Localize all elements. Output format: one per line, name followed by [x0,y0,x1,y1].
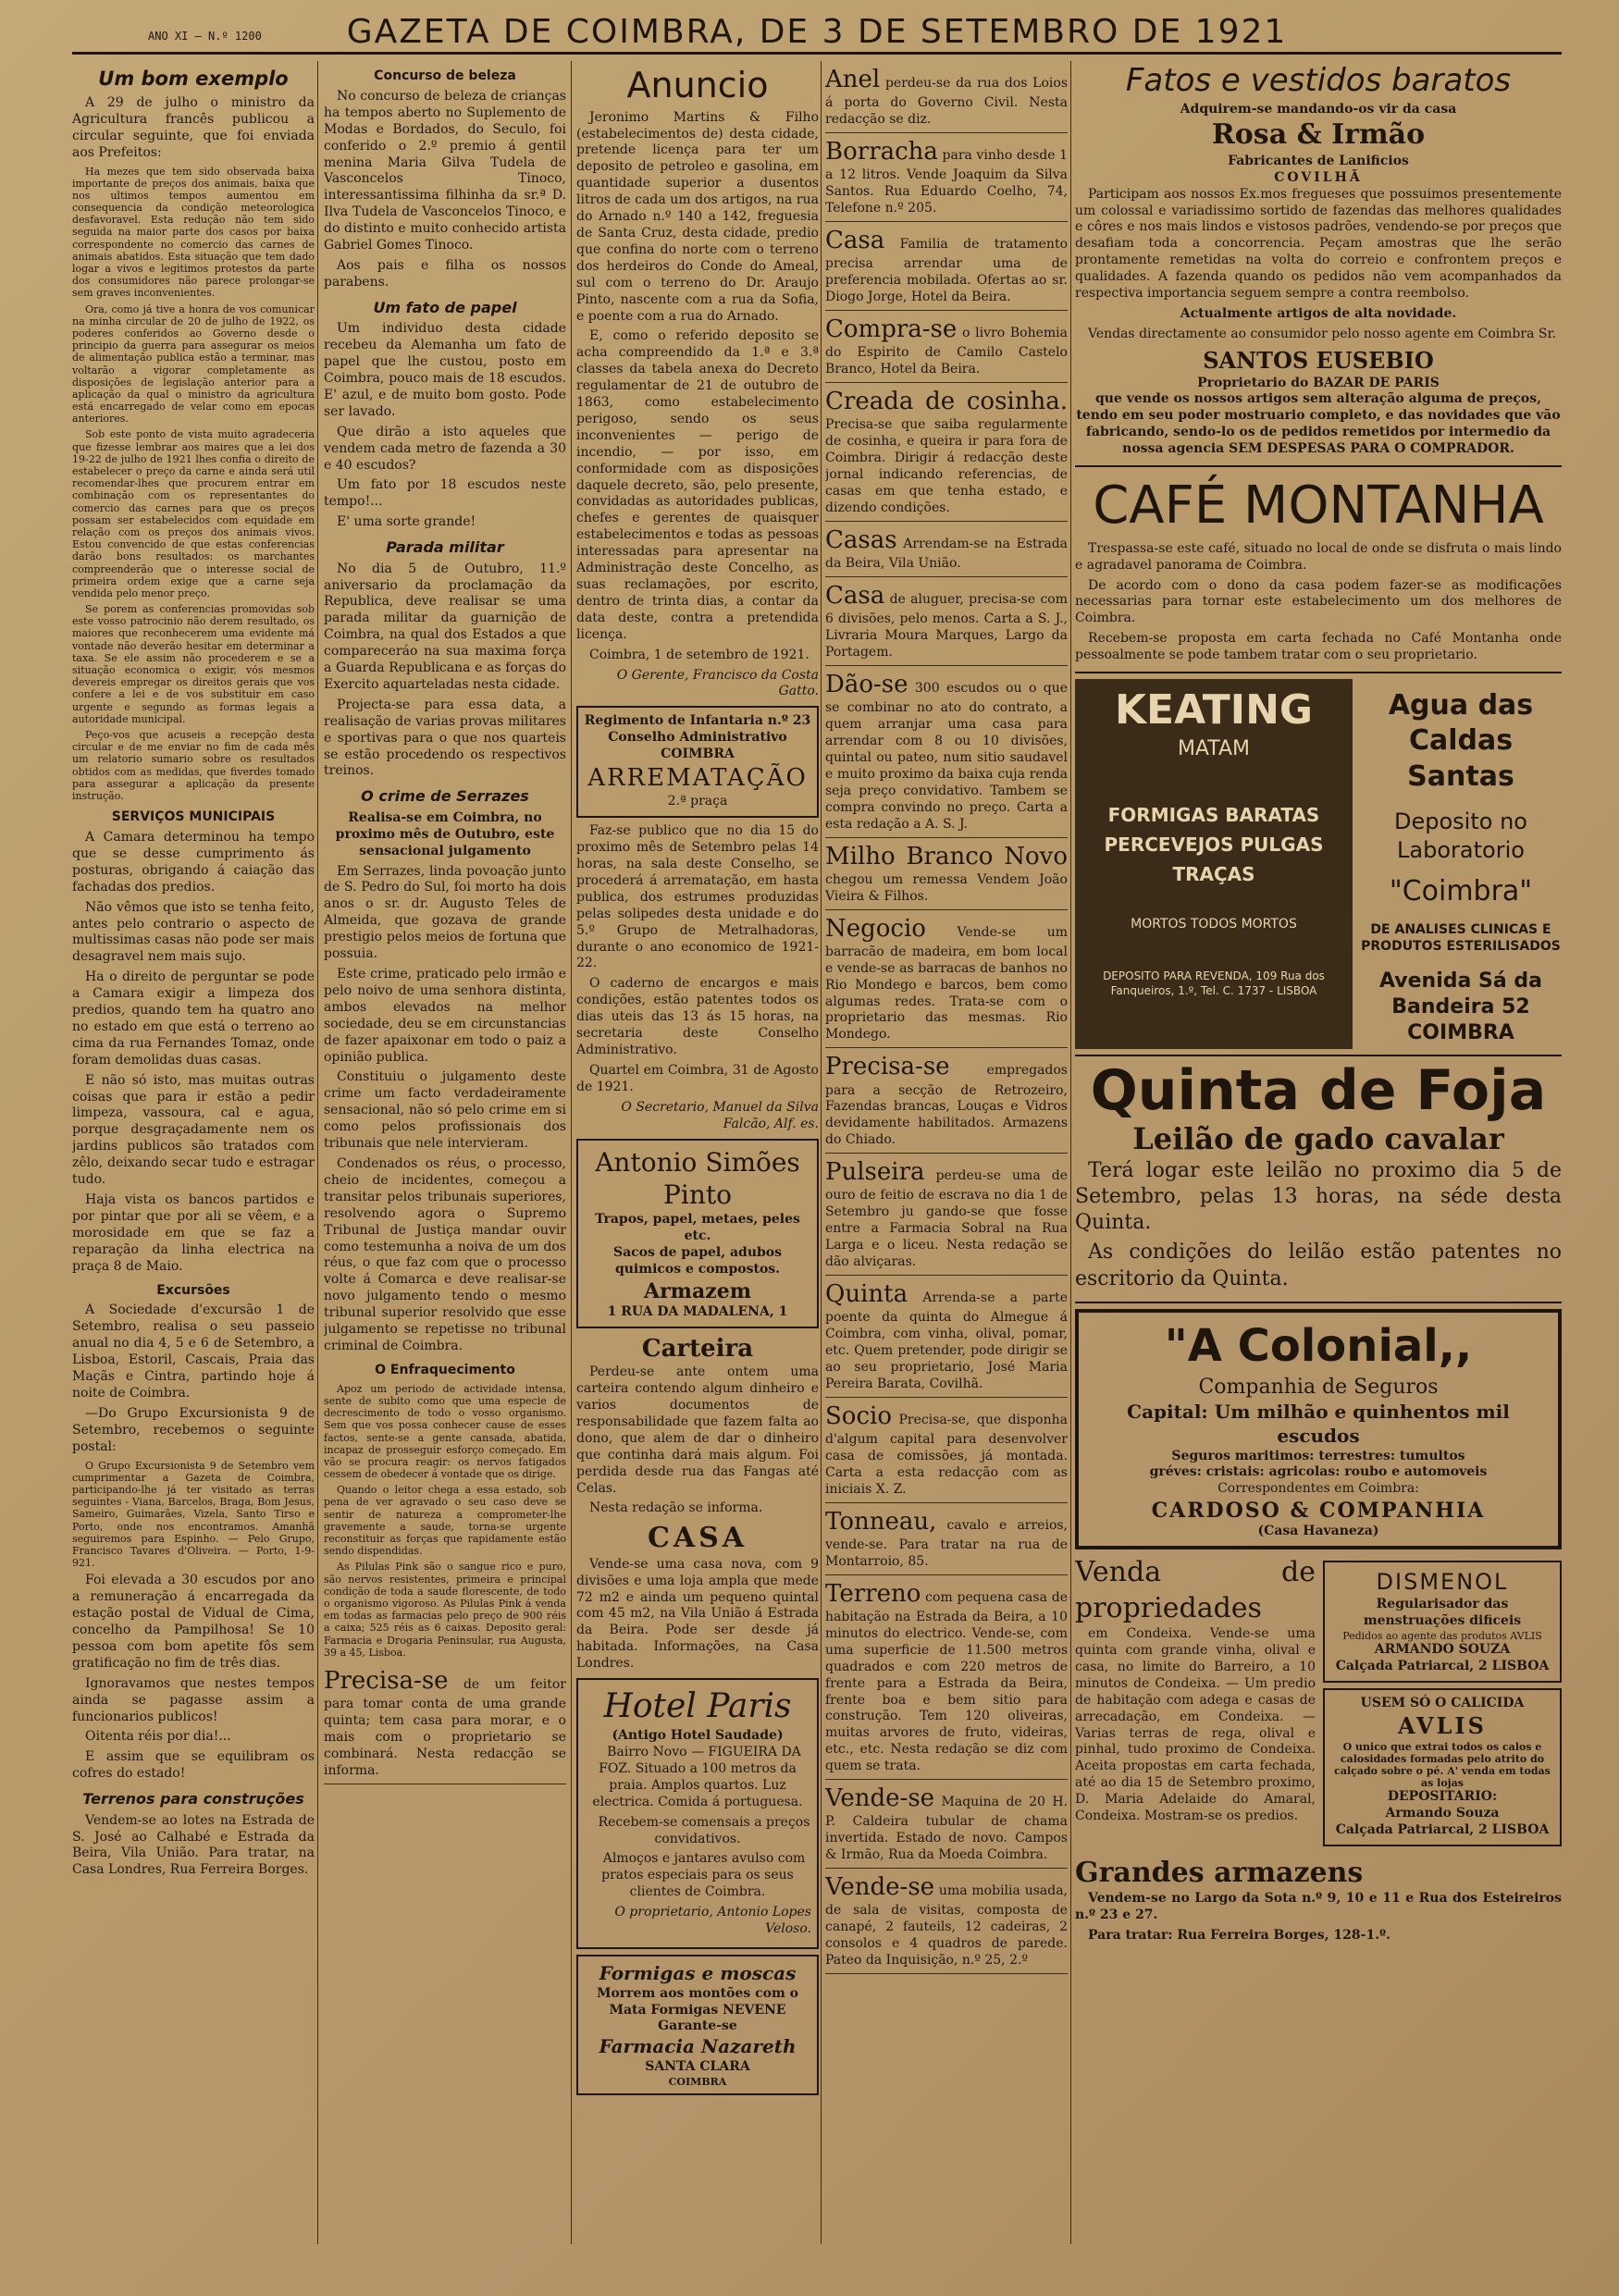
ad-text: Trespassa-se este café, situado no local de onde se disfruta o mais lindo e agradavel panorama de Coimbra. [1075,540,1562,573]
ad-line: DE ANALISES CLINICAS E PRODUTOS ESTERILISADOS [1361,922,1561,954]
paragraph: No dia 5 de Outubro, 11.º aniversario da proclamação da Republica, deve realisar se uma parada militar da guarnição de Coimbra, na qual dos Estados a que compareceráo na sua maxima força a Guarda Republicana e as forças do Exercito aquarteladas nesta cidade. [324,561,566,692]
classified-text: de um feitor para tomar conta de uma grande quinta; tem casa para morar, e o mais com o proprietario se combinará. Nesta redacção se informa. [324,1676,566,1778]
fatos-ad [1075,61,1562,467]
ad-line: Bairro Novo — FIGUEIRA DA FOZ. Situado a 100 metros da praia. Amplos quartos. Luz electrica. Comida á portuguesa. [592,1745,803,1809]
classified-text: o livro Bohemia do Espirito de Camilo Castelo Branco, Hotel da Beira. [825,326,1068,377]
headline-casa: CASA [647,1522,748,1555]
headline-anuncio: Anuncio [626,65,769,105]
right-stack [1323,1555,1562,1852]
paragraph: Apoz um periodo de actividade intensa, sente de subito como que uma especie de decrescimento de todo o vosso organismo. Sem que vos possa conhecer cause de esses factos, sente-se a gente cansada, abatida, incapaz de prosseguir esforço começado. Em vão se procura reagir: os nervos fatigados cessem de obedecer á vontade que os dirige. [324,1382,566,1481]
classified-keyword: Dão-se [825,670,908,698]
paragraph: Condenados os réus, o processo, cheio de incidentes, começou a transitar pelos tribunais superiores, resolvendo agora o Supremo Tribunal de Justiça mandar ouvir como testemunha a noiva de um dos réus, o que faz com que o processo volte á Comarca e deve realisar-se novo julgamento tendo o mesmo tribunal superior resolvido que esse julgamento se repetisse no tribunal criminal de Coimbra. [324,1155,566,1353]
ad-line: Garante-se [658,2018,737,2034]
classified-text: perdeu-se da rua dos Loios á porta do Governo Civil. Nesta redacção se diz. [825,76,1068,128]
headline-concurso: Concurso de beleza [374,68,516,83]
masthead-title: GAZETA DE COIMBRA, DE 3 DE SETEMBRO DE 1921 [346,13,1288,51]
classified-ad [825,1575,1068,1780]
ad-firm: SANTOS EUSEBIO [1203,346,1434,374]
ad-text: Para tratar: Rua Ferreira Borges, 128-1.º. [1088,1928,1390,1944]
ad-line: Almoços e jantares avulso com pratos especiais para os seus clientes de Coimbra. [601,1851,806,1900]
ad-line: DEPOSITO PARA REVENDA, 109 Rua dos Fanqueiros, 1.º, Tel. C. 1737 - LISBOA [1103,969,1325,997]
classified-ad [825,1780,1068,1869]
classified-text: Arrendam-se na Estrada da Beira, Vila União. [825,536,1068,572]
paragraph: Ha o direito de perguntar se pode a Camara exigir a limpeza dos predios, quando tem ha quatro ano no estado em que está o terreno ao cima da rua Fernandes Tomaz, onde foram demolidas duas casas. [72,969,315,1068]
classified-ad [825,1398,1068,1503]
classified-text: empregados para a secção de Retrozeiro, Fazendas brancas, Louças e Vidros devidamente habilitados. Armazens do Chiado. [825,1063,1068,1148]
paragraph: Não vêmos que isto se tenha feito, antes pelo contrario o aspecto de multissimas casas não pode ser mais desagravel nem mais sujo. [72,899,315,965]
mata-formigas-ad [576,1955,819,2095]
ad-line: Armando Souza [1385,1806,1500,1821]
classified-text: Arrenda-se a parte poente da quinta do Almegue á Coimbra, com vinha, olival, pomar, etc. Quem pretender, pode dirigir se ao seu proprietario, José Maria Pereira Barata, Covilhã. [825,1290,1068,1391]
ad-text: Terá logar este leilão no proximo dia 5 de Setembro, pelas 13 horas, na séde desta Quinta. [1075,1159,1562,1235]
paragraph: Oitenta réis por dia!... [85,1729,231,1745]
column-rule [1070,61,1071,2244]
paragraph: O caderno de encargos e mais condições, estão patentes todos os dias uteis das 13 ás 15 horas, na secretaria deste Conselho Administrativo. [576,976,819,1058]
classified-ad [825,311,1068,383]
ad-line: Sacos de papel, adubos quimicos e compostos. [612,1245,783,1277]
classified-ad [324,1662,566,1784]
column-rule [571,61,572,2244]
classified-keyword: Casa [825,227,885,255]
headline-carteira: Carteira [641,1334,754,1363]
signature: O proprietario, Antonio Lopes Veloso. [614,1905,811,1937]
notice-regimento: Regimento de Infantaria n.º 23 [584,713,811,729]
ad-text: Recebem-se proposta em carta fechada no Café Montanha onde pessoalmente se pode tambem tratar com o seu proprietario. [1075,631,1562,663]
paragraph: O Grupo Excursionista 9 de Setembro vem cumprimentar a Gazeta de Coimbra, participando-lhe já ter visitado as terras seguintes - Viana, Barcelos, Braga, Bom Jesus, Sameiro, Guimarães, Vizela, Santo Tirso e Porto, onde nos encontramos. Amanhã seguiremos para Espinho. — Pelo Grupo, Francisco Tavares d'Oliveira. — Porto, 1-9-921. [72,1459,315,1570]
paragraph: Faz-se publico que no dia 15 do proximo mês de Setembro pelas 14 horas, na sala deste Conselho, se procederá á arrematação, em hasta publica, dos estrumes produzidas pelas solipedes desta unidade e do 5.º Grupo de Metralhadoras, durante o ano economico de 1921-22. [576,823,819,971]
paragraph: Nesta redação se informa. [589,1500,763,1516]
paragraph: A 29 de julho o ministro da Agricultura francês publicou a circular seguinte, que foi enviada aos Prefeitos: [72,94,315,160]
headline-terrenos: Terrenos para construções [82,1790,304,1808]
headline-crime: O crime de Serrazes [361,787,529,806]
classified-keyword: Tonneau, [825,1507,937,1536]
ad-text: que vende os nossos artigos sem alteração alguma de preços, tendo em seu poder mostruario completo, e das novidades que vão fabricando, sendo-lo os de pedidos remetidos por intermedio da nossa agencia SEM DESPESAS PARA O COMPRADOR. [1076,391,1561,457]
ad-title: CAFÉ MONTANHA [1093,475,1544,537]
ad-text: As condições do leilão estão patentes no escritorio da Quinta. [1075,1241,1562,1290]
ad-firm: Rosa & Irmão [1211,118,1426,152]
ad-line: Avenida Sá da Bandeira 52 COIMBRA [1379,969,1542,1045]
ad-line: Correspondentes em Coimbra: [1217,1481,1419,1497]
classified-text: chegou um remessa Vendem João Vieira & Filhos. [825,871,1068,904]
column-4-classifieds [825,61,1068,2244]
ad-line: DEPOSITARIO: [1387,1789,1498,1805]
quinta-foja-ad [1075,1056,1562,1303]
bottom-row [1075,1555,1562,1852]
classified-keyword: Vende-se [825,1873,935,1902]
classified-text: com pequena casa de habitação na Estrada da Beira, a 10 minutos do electrico. Vende-se, com uma superficie de 11.500 metros quadrados e com 220 metros de frente para a Estrada da Beira, frente boa e bem sitio para construção. Tem 120 oliveiras, muitas arvores de fruto, videiras, etc., etc. Nesta redação se diz com quem se trata. [825,1589,1068,1774]
column-1 [72,61,315,2244]
ad-line: COVILHÃ [1274,169,1363,185]
paragraph: Um fato por 18 escudos neste tempo!... [324,477,566,510]
paragraph: Vende-se uma casa nova, com 9 divisões e uma loja ampla que mede 72 m2 e ainda um pequeno quintal com 45 m2, na Vila União á Estrada da Beira. Pode ser desde já habitada. Informações, na Casa Londres. [576,1556,819,1672]
classified-keyword: Socio [825,1401,892,1430]
avlis-ad [1323,1688,1562,1846]
paragraph: —Do Grupo Excursionista 9 de Setembro, recebemos o seguinte postal: [72,1405,315,1454]
headline-servicos-municipais: SERVIÇOS MUNICIPAIS [111,809,276,825]
classified-keyword: Borracha [825,138,938,167]
ad-line: Calçada Patriarcal, 2 LISBOA [1335,1822,1550,1838]
paragraph: Foi elevada a 30 escudos por ano a remuneração á encarregada da estação postal de Vidual de Cima, concelho da Pampilhosa! Se 10 pessoa com bom apetite fôs sem gratificação no fim de três dias. [72,1573,315,1671]
ad-title: Agua das Caldas Santas [1388,689,1534,793]
headline-excursoes: Excursões [156,1282,230,1298]
classified-ad [825,1154,1068,1276]
paragraph: Perdeu-se ante ontem uma carteira contendo algum dinheiro e varios documentos de responsabilidade que fazem falta ao dono, que alem de dar o dinheiro que continha dará mais algum. Foi perdida desde rua das Fangas até Celas. [576,1364,819,1496]
paragraph: Jeronimo Martins & Filho (estabelecimentos de) desta cidade, pretende licença para ter um deposito de petroleo e gasolina, em quantidade superior a dusentos litros de cada um dos artigos, na rua do Arnado n.º 140 a 142, freguesia de Santa Cruz, desta cidade, predio que confina do norte com o terreno dos herdeiros do Conde do Ameal, sul com o terreno do Dr. Araujo Pinto, nascente com a rua da Sofia, e poente com a rua do Arnado. [576,109,819,324]
paragraph: Sob este ponto de vista muito agradeceria que fizesse lembrar aos maires que a lei dos 19-22 de julho de 1921 lhes confia o direito de estabelecer o preço da carne e ainda será util recomendar-lhes que procurem entrar em combinação com os representantes do comercio das carnes para que os preços possam ser estabelecidos com equidade em relação com os preços dos animais vivos. Estou convencido de que estas conferencias darão bons resultados: os marchantes compreenderão que o interesse social de primeira ordem exige que a carne seja vendida pelo menor preço. [72,428,315,599]
classified-keyword: Creada de cosinha. [825,388,1068,416]
top-rule [72,52,1562,55]
ad-line: Companhia de Seguros [1198,1376,1439,1400]
ad-line: 1 RUA DA MADALENA, 1 [607,1303,788,1319]
ad-text: Vendem-se no Largo da Sota n.º 9, 10 e 11 e Rua dos Esteireiros n.º 23 e 27. [1075,1891,1562,1923]
paragraph: Constituiu o julgamento deste crime um facto verdadeiramente sensacional, não só pelo crime em si como pelos profissionais dos tribunais que nele intervieram. [324,1069,566,1152]
classified-keyword: Terreno [825,1579,921,1608]
ad-title: Hotel Paris [603,1687,792,1726]
ad-title: KEATING [1114,686,1314,734]
ad-line: Seguros maritimos: terrestres: tumultos [1171,1448,1465,1463]
ad-line: Calçada Patriarcal, 2 LISBOA [1335,1658,1550,1673]
classified-keyword: Quinta [825,1279,908,1308]
paragraph: Aos pais e filha os nossos parabens. [324,257,566,290]
paragraph: E' uma sorte grande! [337,514,476,530]
simoes-pinto-ad [576,1139,819,1328]
headline-um-bom-exemplo: Um bom exemplo [98,68,289,90]
ad-line: Regularisador das menstruações dificeis [1363,1597,1522,1628]
classified-text: Vende-se um barracão de madeira, em bom local e vende-se as barracas de banhos no Rio Mondego e barcos, bem como algumas redes. Trata-se com o proprietario das mesmas. Rio Mondego. [825,924,1068,1043]
ad-line: Vendas directamente ao consumidor pelo nosso agente em Coimbra Sr. [1088,326,1557,341]
classified-text: cavalo e arreios, vende-se. Para tratar na rua de Montarroio, 85. [825,1517,1068,1569]
column-rule [317,61,318,2244]
ad-line: Proprietario do BAZAR DE PARIS [1197,375,1440,390]
ad-line: Trapos, papel, metaes, peles etc. [595,1212,800,1244]
ad-title: Antonio Simões Pinto [595,1146,800,1211]
ad-line: gréves: cristais: agricolas: roubo e automoveis [1149,1464,1488,1480]
classified-text: uma mobilia usada, de sala de visitas, composta de canapé, 2 fauteils, 12 cadeiras, 2 consolos e 4 quadros de parede. Pateo da Inquisição, n.º 25, 2.º [825,1883,1068,1969]
paragraph: Ignoravamos que nestes tempos ainda se pagasse assim a funcionarios publicos! [72,1675,315,1724]
paragraph: Que dirão a isto aqueles que vendem cada metro de fazenda a 30 e 40 escudos? [324,424,566,473]
paragraph: Quando o leitor chega a essa estado, sob pena de ver agravado o seu caso deve se sentir de natureza a comprometer-lhe gravemente a saude, torna-se urgente reconstituir as forças que rapidamente estão sendo dispendidas. [324,1484,566,1558]
headline-fato-papel: Um fato de papel [373,298,517,316]
ad-line: ARMANDO SOUZA [1374,1642,1511,1658]
ad-line: O unico que extrai todos os calos e calosidades formadas pelo atrito do calçado sobre o pé. A' venda em todas as lojas [1334,1740,1551,1790]
classified-keyword: Negocio [825,914,926,943]
ad-title: Venda de propriedades [1075,1556,1316,1624]
ad-title: "A Colonial,, [1164,1319,1473,1372]
ad-line: Deposito no Laboratorio [1394,809,1527,863]
paragraph: Projecta-se para essa data, a realisação de varias provas militares e sportivas para o que nos quarteis se estão procedendo os respectivos treinos. [324,697,566,779]
classified-text: para vinho desde 1 a 12 litros. Vende Joaquim da Silva Santos. Rua Eduardo Coelho, 74, Telefone n.º 205. [825,148,1068,216]
hotel-paris-ad [576,1678,819,1949]
notice-praca: 2.ª praça [667,794,728,809]
classified-keyword: Anel [825,66,881,93]
ad-text: De acordo com o dono da casa podem fazer-se as modificações necessarias para tornar este estabelecimento um dos melhores de Coimbra. [1075,577,1562,626]
issue-number: ANO XI — N.º 1200 [148,30,262,43]
classified-text: Precisa-se, que disponha d'algum capital para desenvolver casa de comissões, já montada. Carta a esta redacção com as iniciais X. Z. [825,1412,1068,1497]
ad-line: COIMBRA [668,2075,727,2088]
ad-title: Quinta de Foja [1090,1058,1547,1124]
ad-line: Actualmente artigos de alta novidade. [1180,305,1457,321]
classified-ad [825,838,1068,910]
classified-ad [825,1869,1068,1974]
notice-city: COIMBRA [661,747,735,762]
column-2 [324,61,566,2244]
paragraph: Quartel em Coimbra, 31 de Agosto de 1921. [576,1062,819,1094]
classified-text: Maquina de 20 H. P. Caldeira tubular de chama invertida. Estado de novo. Campos & Irmão, Rua da Moeda Coimbra. [825,1795,1068,1863]
cafe-ad [1075,467,1562,673]
ad-line: MORTOS TODOS MORTOS [1131,916,1297,932]
ad-line: (Antigo Hotel Saudade) [612,1728,784,1744]
ad-line: Fabricantes de Lanificios [1228,153,1409,168]
column-3 [576,61,819,2244]
classified-keyword: Vende-se [825,1784,935,1813]
ad-text: em Condeixa. Vende-se uma quinta com grande vinha, olival e casa, no limite do Barreiro, a 10 minutos de Condeixa. — Um predio de habitação com adega e casas de arrecadação, em Condeixa. — Varias terras de rega, olival e pinhal, tudo proximo de Condeixa. Aceita propostas em carta fechada, até ao dia 15 de Setembro proximo, D. Maria Adelaide do Amaral, Condeixa. Mostram-se os predios. [1075,1626,1316,1824]
classified-ad [825,1503,1068,1575]
keating-ad [1075,679,1353,1049]
ad-line: Leilão de gado cavalar [1132,1121,1504,1157]
classified-ad [825,383,1068,522]
notice-conselho: Conselho Administrativo [608,730,787,746]
classified-keyword: Pulseira [825,1158,925,1187]
ad-line: Capital: Um milhão e quinhentos mil escudos [1127,1401,1510,1447]
paragraph: E assim que se equilibram os cofres do estado! [72,1749,315,1782]
classified-text: perdeu-se uma de ouro de feitio de escrava no dia 1 de Setembro ju gando-se que fosse entre a Farmacia Sobral na Rua Larga e o liceu. Nesta redação se dão alviçaras. [825,1168,1068,1270]
ad-line: CARDOSO & COMPANHIA [1151,1499,1486,1524]
ad-line: Armazem [644,1278,751,1303]
classified-ad [825,1048,1068,1154]
classified-keyword: Casa [825,582,885,610]
paragraph: Em Serrazes, linda povoação junto de S. Pedro do Sul, foi morto ha dois anos o sr. dr. Augusto Teles de Almeida, que gozava de grande prestigio pelos meios de fortuna que possuia. [324,863,566,962]
ad-line: Farmacia Nazareth [599,2035,797,2058]
ad-line: Pedidos ao agente das produtos AVLIS [1342,1629,1542,1642]
ad-title: Fatos e vestidos baratos [1125,62,1512,99]
paragraph: Ha mezes que tem sido observada baixa importante de preços dos animais, baixa que nos ultimos tempos aumentou em consequencia da condição meteorologica desfavoravel. Esta redução não tem sido seguida na maior parte dos casos por baixa correspondente no comercio das carnes de animais abatidos. Esta situação que tem dado logar a vivos e legitimos protestos da parte dos consumidores não parece prolongar-se sem graves inconvenientes. [72,165,315,300]
classified-ad [825,577,1068,666]
classified-ad [825,666,1068,838]
ad-title: DISMENOL [1376,1569,1509,1596]
ad-line: FORMIGAS BARATAS PERCEVEJOS PULGAS TRAÇAS [1104,803,1324,885]
classified-keyword: Milho Branco Novo [825,842,1068,870]
ad-line: Recebem-se comensais a preços convidativos. [598,1814,810,1846]
paragraph: Haja vista os bancos partidos e por pintar que por ali se vêem, e a morosidade em que se faz a reparação da linha electrica na praça 8 de Maio. [72,1192,315,1274]
paragraph: Se porem as conferencias promovidas sob este vosso patrocinio não derem resultado, os maiores que reconhecerem uma evidente má vontade não deverão hesitar em determinar a taxa. Se ele assim não procederem e se a situação economica o exigir, vós mesmos devereis empregar os direitos gerais que vos confere a lei e de vos substituir em caso urgente e segundo as formas legais a autoridade municipal. [72,603,315,725]
ad-line: "Coimbra" [1389,874,1533,907]
ad-line: Adquirem-se mandando-os vir da casa [1180,101,1457,117]
classified-ad [825,61,1068,133]
signature: O Gerente, Francisco da Costa Gatto. [616,667,819,699]
dismenol-ad [1323,1561,1562,1683]
classified-ad [825,910,1068,1049]
headline-parada: Parada militar [386,538,504,557]
arrematacao-notice [576,706,819,818]
ad-line: USEM SÓ O CALICIDA [1360,1695,1525,1710]
ad-title: Grandes armazens [1075,1856,1364,1889]
notice-title: ARREMATAÇÃO [587,764,808,793]
paragraph: Vendem-se ao lotes na Estrada de S. José ao Calhabé e Estrada da Beira, Vila União. Para tratar, na Casa Londres, Rua Ferreira Borges. [72,1812,315,1878]
paragraph: Um individuo desta cidade recebeu da Alemanha um fato de papel que lhe custou, posto em Coimbra, pouco mais de 18 escudos. E' azul, e de muito bom gosto. Pode ser lavado. [324,321,566,419]
signature: O Secretario, Manuel da Silva Falcão, Alf. es. [621,1099,819,1131]
ad-line: (Casa Havaneza) [1257,1524,1379,1539]
venda-ad [1075,1555,1316,1852]
paragraph: E não só isto, mas muitas outras coisas que para ir estão a pedir limpeza, vassoura, cal e agua, porque desgraçadamente nem os jardins publicos são tratados com zêlo, deixando secar tudo e estragar tudo. [72,1072,315,1188]
classified-text: Familia de tratamento precisa arrendar uma de preferencia mobilada. Ofertas ao sr. Diogo Jorge, Hotel da Beira. [825,237,1068,305]
paragraph: No concurso de beleza de crianças ha tempos aberto no Suplemento de Modas e Bordados, do Seculo, foi conferido o 2.º premio á gentil menina Maria Gilva Tudela de Vasconcelos Tinoco, interessantissima filhinha da sr.ª D. Ilva Tudela de Vasconcelos Tinoco, e do distinto e muito conhecido artista Gabriel Gomes Tinoco. [324,88,566,253]
classified-ad [825,522,1068,577]
paragraph: Este crime, praticado pelo irmão e pelo noivo de uma senhora distinta, ambos elevados na melhor sociedade, deu se em circunstancias de fazer apaixonar em todo o paiz a opinião publica. [324,967,566,1065]
headline-enfraquecimento: O Enfraquecimento [375,1362,515,1377]
grandes-armazens-ad [1075,1852,1562,1944]
paragraph: Coimbra, 1 de setembro de 1921. [589,647,810,662]
ad-line: SANTA CLARA [645,2058,750,2074]
classified-text: de aluguer, precisa-se com 6 divisões, pelo menos. Carta a S. J., Livraria Moura Marques, Largo da Portagem. [825,592,1068,660]
classified-ad [825,222,1068,311]
paragraph: A Camara determinou ha tempo que se desse cumprimento ás posturas, obrigando á caiação das fachadas dos predios. [72,829,315,895]
paragraph: As Pilulas Pink são o sangue rico e puro, são nervos resistentes, primeira e principal condição de toda a saude florescente, de todo o organismo vigoroso. As Pilulas Pink á venda em todas as farmacias pelo preço de 900 réis a caixa; 525 réis as 6 caixas. Deposito geral: Farmacia e Drogaria Peninsular, rua Augusta, 39 a 45, Lisboa. [324,1561,566,1659]
ad-line: MATAM [1177,737,1251,761]
ad-title: Formigas e moscas [599,1962,797,1984]
classified-ad [825,1276,1068,1398]
classified-text: 300 escudos ou o que se combinar no ato do contrato, a quem arranjar uma casa para arrendar com 8 ou 10 divisões, quintal ou pateo, num sitio saudavel e muito proximo da baixa cuja renda seja preço convidativo. Tambem se compra convindo no preço. Carta a esta redação a A. S. J. [825,680,1068,832]
classified-ad [825,133,1068,222]
ad-line: Morrem aos montões com o [596,1985,799,2001]
colonial-ad [1075,1309,1562,1550]
paragraph: Peço-vos que acuseis a recepção desta circular e de me enviar no fim de cada mês um relatorio sumario sobre os resultados obtidos com as medidas, que fiverdes tomado para assegurar a aplicação da presente instrução. [72,728,315,802]
classified-keyword: Compra-se [825,315,958,344]
column-rule [821,61,822,2244]
classified-keyword: Precisa-se [825,1053,950,1081]
paragraph: A Sociedade d'excursão 1 de Setembro, realisa o seu passeio anual no dia 4, 5 e 6 de Setembro, a Lisboa, Estoril, Cascais, Praia das Maçãs e Cintra, partindo hoje á noite de Coimbra. [72,1302,315,1401]
ad-line: Mata Formigas NEVENE [609,2002,786,2018]
classified-keyword: Casas [825,525,897,554]
subheadline: Realisa-se em Coimbra, no proximo mês de Outubro, este sensacional julgamento [335,809,555,858]
ad-title: AVLIS [1398,1711,1487,1739]
keating-agua-row [1075,673,1562,1056]
classified-text: Precisa-se que saiba regularmente de cosinha, e queira ir para fora de Coimbra. Dirigir á redacção deste jornal indicando referencias, de casas em que tenha estado, e dizendo condições. [825,417,1068,515]
agua-ad [1360,679,1562,1049]
classified-keyword: Precisa-se [324,1666,449,1695]
paragraph: Ora, como já tive a honra de vos comunicar na minha circular de 20 de julho de 1922, os poderes conferidos ao Governo desde o principio da guerra para assegurar os meios de alimentação publica estão a terminar, mas voltarão a vigorar completamente as disposições de legislação anterior para a aplicação da qual o ministro da agricultura está encarregado de velar como em epocas anteriores. [72,302,315,426]
column-5-ads [1075,61,1562,2244]
ad-text: Participam aos nossos Ex.mos fregueses que possuimos presentemente um colossal e variadissimo sortido de fazendas das melhores qualidades e côres e nos mais lindos e vistosos padrões, vendendo-se por preços que desafiam toda a concorrencia. Peçam amostras que lhe serão prontamente remetidas na volta do correio e confrontem preços e qualidades. A fazenda quando os pedidos não vem acompanhados da respectiva importancia seguem sempre a contra reembolso. [1075,186,1562,302]
paragraph: E, como o referido deposito se acha compreendido da 1.ª e 3.ª classes da tabela anexa do Decreto regulamentar de 21 de outubro de 1863, como estabelecimento perigoso, sendo os seus inconvenientes — perigo de incendio, — por isso, em conformidade com as disposições daquele decreto, são, pelo presente, convidadas as autoridades publicas, chefes e gerentes de quaisquer estabelecimentos e todas as pessoas interessadas para apresentar na Administração deste Concelho, as suas reclamações, por escrito, dentro de trinta dias, a contar da data deste, contra a pretendida licença. [576,328,819,642]
